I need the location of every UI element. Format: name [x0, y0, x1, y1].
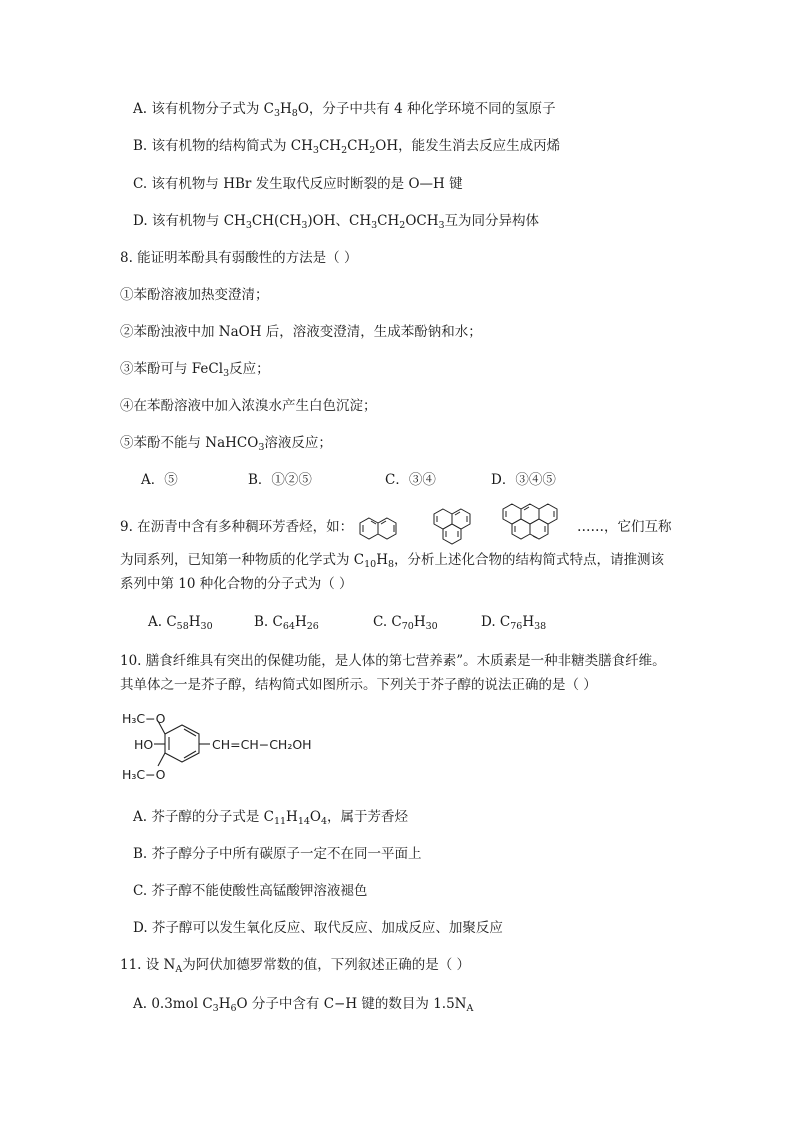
q8-statement-4: ④在苯酚溶液中加入浓溴水产生白色沉淀； [120, 398, 377, 414]
q9-option-c: C. $C_{70}H_{30}$ [373, 614, 438, 632]
q8-option-d: D．③④⑤ [491, 472, 556, 488]
q9-option-d: D. $C_{76}H_{38}$ [481, 614, 547, 632]
side-chain-label: CH=CH−CH₂OH [212, 737, 312, 752]
q7-option-b: B. 该有机物的结构简式为 $CH_3CH_2CH_2OH$，能发生消去反应生成丙烯 [133, 138, 561, 156]
sinapyl-alcohol-structure [118, 707, 328, 787]
q8-statement-2: ②苯酚浊液中加 NaOH 后，溶液变澄清，生成苯酚钠和水； [120, 324, 482, 340]
q8-option-a: A．⑤ [141, 472, 178, 488]
q9-option-a: A. $C_{58}H_{30}$ [148, 614, 213, 632]
q8-statement-5: ⑤苯酚不能与 NaHCO$_3$溶液反应； [120, 435, 332, 453]
q8-stem: 8. 能证明苯酚具有弱酸性的方法是（ ） [120, 250, 358, 266]
q11-option-a: A. 0.3mol $C_3H_6O$ 分子中含有 C−H 键的数目为 $1.5N_A$ [133, 996, 474, 1014]
q7-option-c: C. 该有机物与 HBr 发生取代反应时断裂的是 O—H 键 [133, 176, 463, 192]
q9-line-2: 为同系列，已知第一种物质的化学式为 $C_{10}H_8$，分析上述化合物的结构简式特点，请推测该 [120, 552, 665, 570]
q8-statement-1: ①苯酚溶液加热变澄清； [120, 287, 269, 303]
q8-option-b: B．①②⑤ [248, 472, 312, 488]
benzoperylene-structure [498, 501, 564, 547]
q11-stem: 11. 设 $N_A$为阿伏加德罗常数的值，下列叙述正确的是（ ） [120, 957, 471, 975]
q10-option-c: C. 芥子醇不能使酸性高锰酸钾溶液褪色 [133, 883, 368, 899]
q7-option-a: A. 该有机物分子式为 $C_3H_8O$，分子中共有 4 种化学环境不同的氢原子 [133, 101, 556, 119]
q8-option-c: C．③④ [385, 472, 436, 488]
q10-line-2: 其单体之一是芥子醇，结构简式如图所示。下列关于芥子醇的说法正确的是（ ） [120, 677, 597, 693]
q10-line-1: 10. 膳食纤维具有突出的保健功能，是人体的第七营养素”。木质素是一种非糖类膳食纤维。 [120, 653, 666, 669]
hydroxy-label: HO [134, 737, 154, 752]
methoxy-top-label: H₃C−O [122, 711, 166, 726]
q10-option-b: B. 芥子醇分子中所有碳原子一定不在同一平面上 [133, 846, 422, 862]
q10-option-a: A. 芥子醇的分子式是 $C_{11}H_{14}O_4$，属于芳香烃 [133, 809, 409, 827]
q10-option-d: D. 芥子醇可以发生氧化反应、取代反应、加成反应、加聚反应 [133, 920, 503, 936]
q9-line-1-suffix: ……，它们互称 [577, 519, 672, 535]
q9-option-b: B. $C_{64}H_{26}$ [254, 614, 319, 632]
q9-line-1-prefix: 9. 在沥青中含有多种稠环芳香烃，如： [120, 519, 354, 535]
naphthalene-structure [358, 516, 400, 542]
q7-option-d: D. 该有机物与 $CH_3CH(CH_3)OH$、$CH_3CH_2OCH_3$互为同分异构体 [133, 213, 540, 231]
q9-line-3: 系列中第 10 种化合物的分子式为（ ） [120, 576, 353, 592]
methoxy-bottom-label: H₃C−O [122, 767, 166, 782]
q8-statement-3: ③苯酚可与 FeCl$_3$反应； [120, 361, 270, 379]
pyrene-structure [427, 506, 477, 546]
